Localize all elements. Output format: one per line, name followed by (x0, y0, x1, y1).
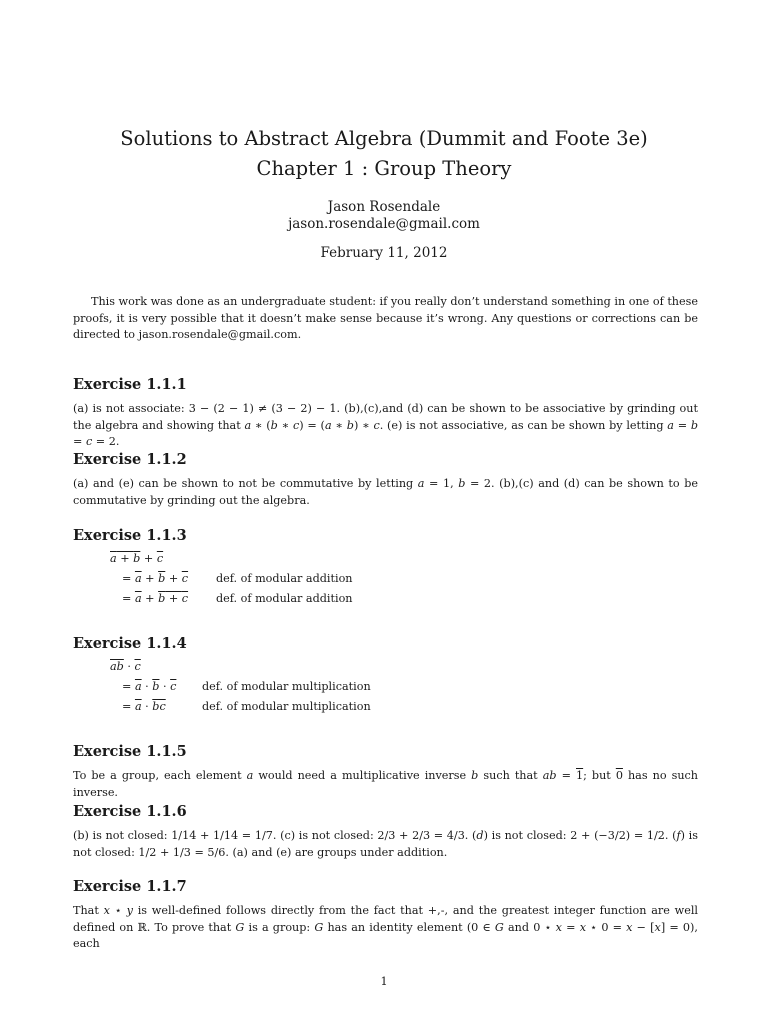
equation-line: = $\overline{a} + b + c$ def. of modular addition (122, 592, 353, 605)
exercise-heading-1-1-7: Exercise 1.1.7 (73, 878, 187, 895)
exercise-heading-1-1-1: Exercise 1.1.1 (73, 376, 187, 393)
exercise-heading-1-1-5: Exercise 1.1.5 (73, 743, 187, 760)
exercise-heading-1-1-6: Exercise 1.1.6 (73, 803, 187, 820)
equation-note: def. of modular addition (216, 572, 353, 585)
equation-line: = $\overline{a} \cdot \overline{bc}$ def. of modular multiplication (122, 700, 371, 713)
paper-date: February 11, 2012 (320, 245, 448, 261)
page-number: 1 (380, 975, 388, 988)
equation-line: = $\overline{a} + \overline{b} + \overline{c}$ def. of modular addition (122, 572, 353, 585)
equation-note: def. of modular multiplication (202, 700, 371, 713)
paper-title-line2: Chapter 1 : Group Theory (256, 157, 512, 180)
equation-line: $a + b + \overline{c}$ (110, 552, 164, 565)
equation-note: def. of modular multiplication (202, 680, 371, 693)
abstract-paragraph: This work was done as an undergraduate student: if you really don’t understand something in one of these proofs, it is very possible that it doesn’t make sense because it’s wrong. Any questions or corrections can be directed to jason.rosendale@gmail.com. (73, 295, 698, 342)
exercise-body-1-1-5: To be a group, each element a would need a multiplicative inverse b such that ab = 1; but 0 has no such inverse. (73, 769, 698, 799)
author-block (0, 199, 768, 233)
author-name: Jason Rosendale (327, 199, 441, 215)
exercise-heading-1-1-2: Exercise 1.1.2 (73, 451, 187, 468)
author-email: jason.rosendale@gmail.com (288, 216, 480, 232)
exercise-heading-1-1-3: Exercise 1.1.3 (73, 527, 187, 544)
exercise-body-1-1-1: (a) is not associate: 3 − (2 − 1) ≠ (3 − 2) − 1. (b),(c),and (d) can be shown to be associative by grinding out the algebra and showing that a ∗ (b ∗ c) = (a ∗ b) ∗ c. (e) is not associative, as can be shown by letting a = b = c = 2. (73, 402, 699, 449)
paper-title-line1: Solutions to Abstract Algebra (Dummit and Foote 3e) (120, 127, 648, 150)
exercise-body-1-1-6: (b) is not closed: 1/14 + 1/14 = 1/7. (c) is not closed: 2/3 + 2/3 = 4/3. (d) is not closed: 2 + (−3/2) = 1/2. (f) is not closed: 1/2 + 1/3 = 5/6. (a) and (e) are groups under addition. (73, 829, 698, 859)
exercise-body-1-1-2: (a) and (e) can be shown to not be commutative by letting a = 1, b = 2. (b),(c) and (d) can be shown to be commutative by grinding out the algebra. (73, 477, 698, 507)
equation-note: def. of modular addition (216, 592, 353, 605)
equation-line: = $\overline{a} \cdot \overline{b} \cdot \overline{c}$ def. of modular multiplication (122, 680, 371, 693)
equation-line: $\overline{ab} \cdot \overline{c}$ (110, 660, 141, 673)
exercise-body-1-1-7: That x ⋆ y is well-defined follows directly from the fact that +,-, and the greatest integer function are well defined on ℝ. To prove that G is a group: G has an identity element (0 ∈ G and 0 ⋆ x = x ⋆ 0 = x − [x] = 0), each (73, 904, 699, 951)
exercise-heading-1-1-4: Exercise 1.1.4 (73, 635, 187, 652)
